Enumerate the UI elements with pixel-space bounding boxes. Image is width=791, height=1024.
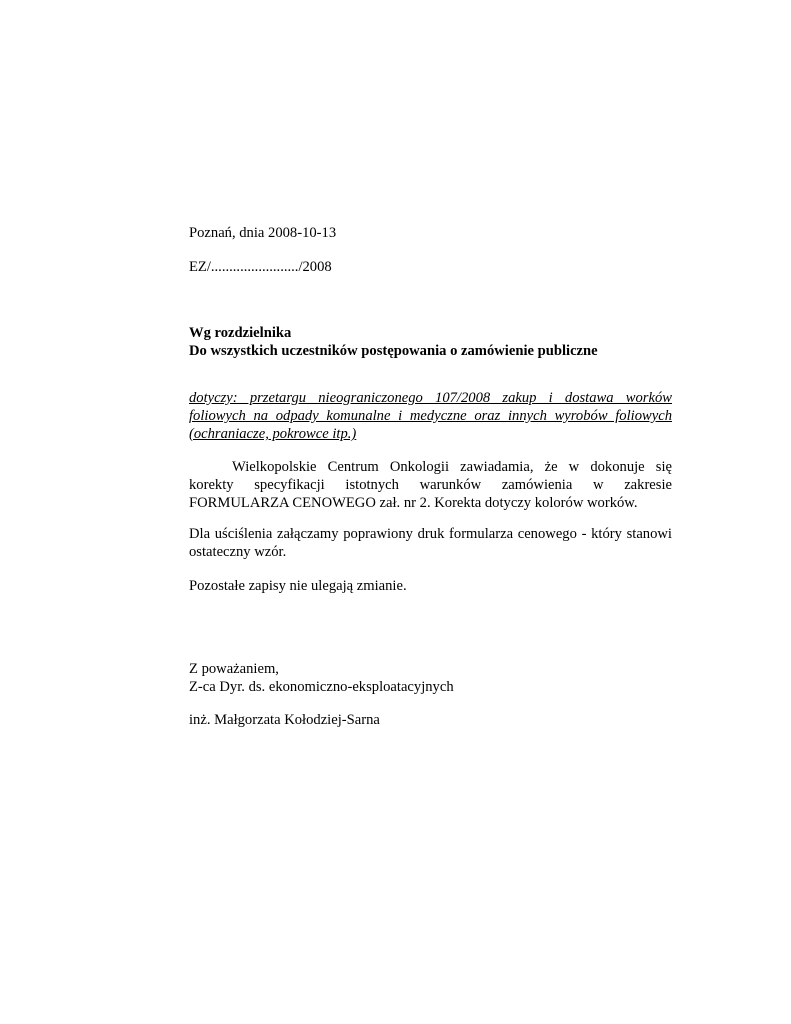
paragraph-line: FORMULARZA CENOWEGO zał. nr 2. Korekta dotyczy kolorów worków. — [189, 495, 638, 511]
signatory-name: inż. Małgorzata Kołodziej-Sarna — [189, 712, 380, 728]
closing-greeting: Z poważaniem, — [189, 661, 279, 677]
paragraph-line: ostateczny wzór. — [189, 544, 287, 560]
paragraph-line: Dla uściślenia załączamy poprawiony druk formularza cenowego - który stanowi — [189, 526, 672, 542]
closing-block — [189, 660, 672, 696]
signatory-position: Z-ca Dyr. ds. ekonomiczno-eksploatacyjnych — [189, 679, 454, 695]
subject-line: (ochraniacze, pokrowce itp.) — [189, 426, 357, 442]
addressee-line-distribution: Wg rozdzielnika — [189, 325, 292, 341]
subject-block — [189, 389, 672, 443]
date-line: Poznań, dnia 2008-10-13 — [189, 225, 337, 241]
subject-line: foliowych na odpady komunalne i medyczne oraz innych wyrobów foliowych — [189, 408, 672, 424]
reference-number: EZ/......................../2008 — [189, 259, 332, 275]
paragraph-line: korekty specyfikacji istotnych warunków zamówienia w zakresie — [189, 477, 672, 493]
paragraph-line: Wielkopolskie Centrum Onkologii zawiadamia, że w dokonuje się — [232, 459, 672, 475]
subject-line: dotyczy: przetargu nieograniczonego 107/2008 zakup i dostawa worków — [189, 390, 672, 406]
body-paragraph-correction — [189, 458, 672, 512]
addressee-block — [189, 324, 672, 360]
addressee-line-participants: Do wszystkich uczestników postępowania o zamówienie publiczne — [189, 343, 598, 359]
body-paragraph-remaining: Pozostałe zapisy nie ulegają zmianie. — [189, 578, 407, 594]
body-paragraph-attachment — [189, 525, 672, 561]
